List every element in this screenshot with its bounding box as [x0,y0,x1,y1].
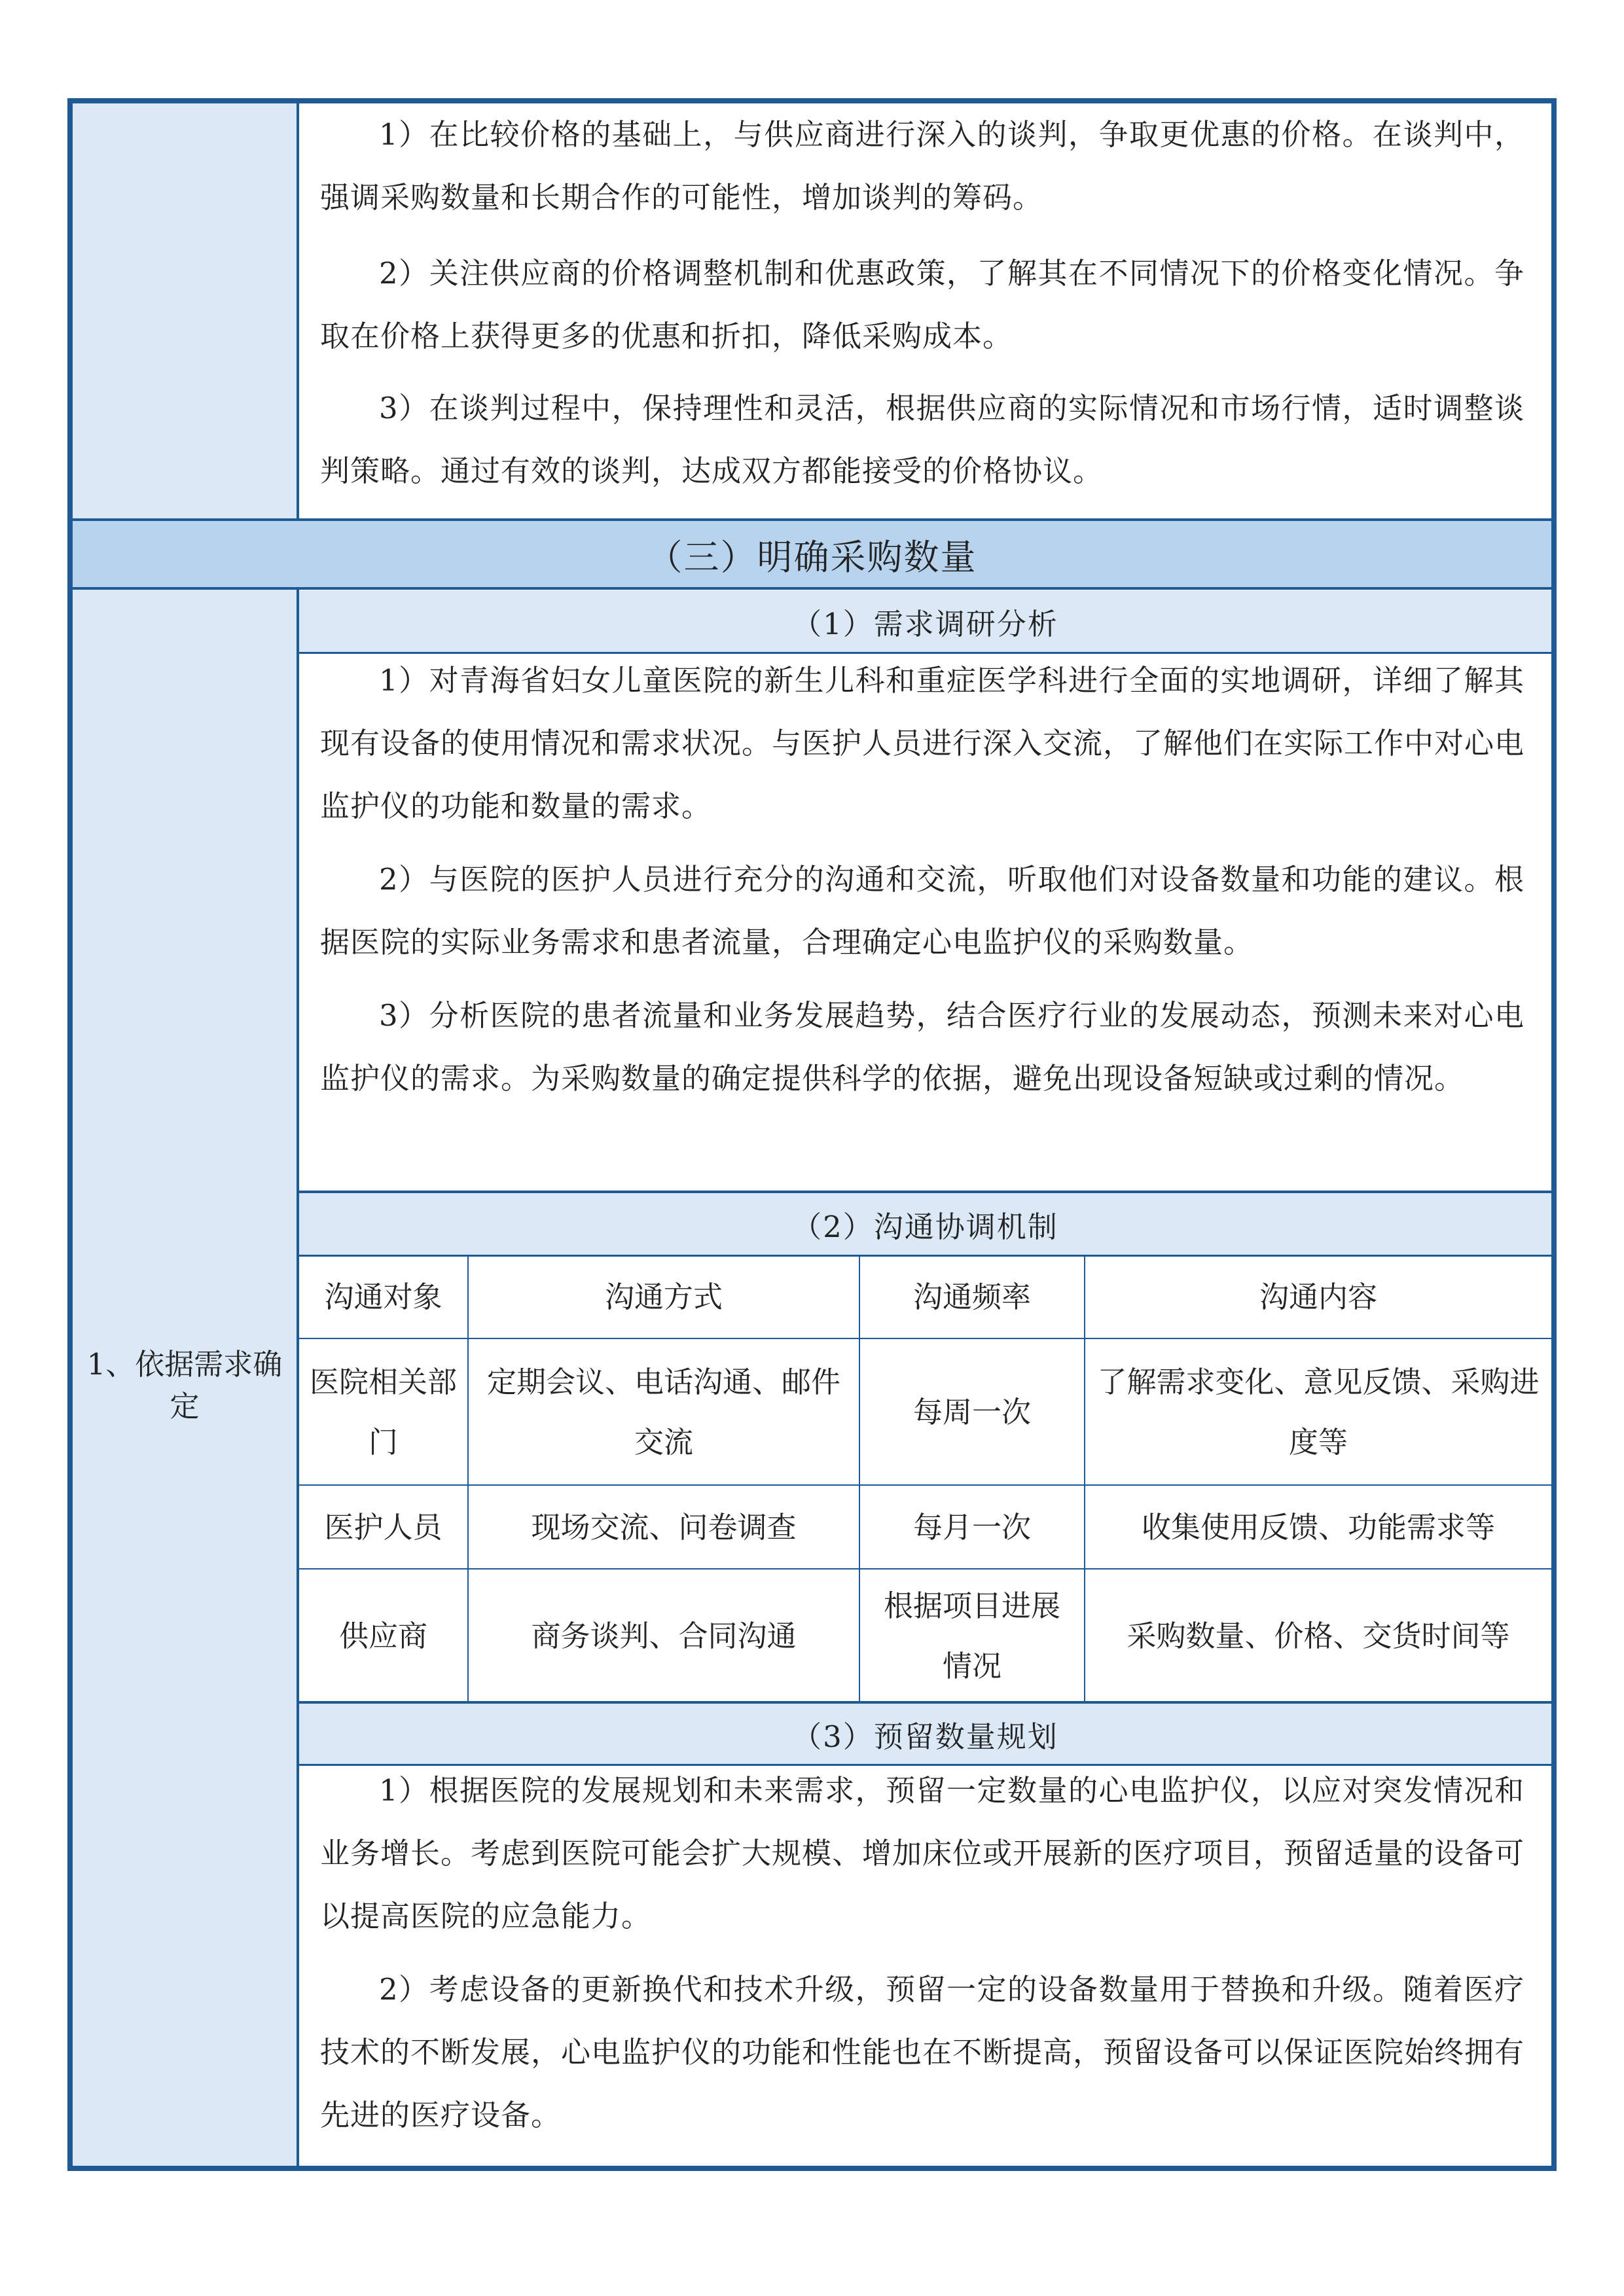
divider-sub3 [297,1764,1551,1766]
sub3-title: （3）预留数量规划 [792,1719,1058,1754]
table-cell-r1-method: 定期会议、电话沟通、邮件交流 [486,1365,840,1460]
table-cell-r1-frequency: 每周一次 [912,1395,1031,1429]
divider-table-col2 [859,1255,860,1701]
sub3-paragraph-2: 2）考虑设备的更新换代和技术升级，预留一定的设备数量用于替换和升级。随着医疗技术的不断发展，心电监护仪的功能和性能也在不断提高，预留设备可以保证医院始终拥有先进的医疗设备。 [320,1972,1525,2132]
table-cell-r3-content: 采购数量、价格、交货时间等 [1127,1618,1510,1653]
table-cell-r2-frequency: 每月一次 [912,1510,1031,1545]
divider-before-sub3 [297,1701,1551,1704]
table-cell-r1-content: 了解需求变化、意见反馈、采购进度等 [1097,1365,1540,1460]
section-title: （三）明确采购数量 [647,536,977,578]
sub3-paragraph-1: 1）根据医院的发展规划和未来需求，预留一定数量的心电监护仪，以应对突发情况和业务增长。考虑到医院可能会扩大规模、增加床位或开展新的医疗项目，预留适量的设备可以提高医院的应急能力。 [320,1773,1525,1933]
left-column-top [73,103,297,518]
divider-sub2 [297,1255,1551,1257]
divider-after-section [73,587,1551,590]
table-cell-r2-content: 收集使用反馈、功能需求等 [1141,1510,1495,1545]
divider-before-section [73,518,1551,521]
divider-left-column-lower [297,590,299,2166]
table-cell-r2-object: 医护人员 [324,1510,442,1545]
sub1-title: （1）需求调研分析 [792,606,1058,641]
sub1-paragraph-3: 3）分析医院的患者流量和业务发展趋势，结合医疗行业的发展动态，预测未来对心电监护仪的需求。为采购数量的确定提供科学的依据，避免出现设备短缺或过剩的情况。 [320,998,1525,1096]
document-table [67,98,1557,2171]
table-cell-r2-method: 现场交流、问卷调查 [531,1510,797,1545]
sub2-header [299,1193,1551,1255]
section-header [73,521,1551,588]
top-paragraph-2: 2）关注供应商的价格调整机制和优惠政策，了解其在不同情况下的价格变化情况。争取在价格上获得更多的优惠和折扣，降低采购成本。 [320,256,1525,353]
divider-sub1 [297,652,1551,654]
top-paragraph-3: 3）在谈判过程中，保持理性和灵活，根据供应商的实际情况和市场行情，适时调整谈判策略。通过有效的谈判，达成双方都能接受的价格协议。 [320,391,1525,488]
sub1-paragraph-2: 2）与医院的医护人员进行充分的沟通和交流，听取他们对设备数量和功能的建议。根据医院的实际业务需求和患者流量，合理确定心电监护仪的采购数量。 [320,862,1525,960]
table-cell-r3-frequency: 根据项目进展情况 [883,1588,1060,1683]
table-header-method: 沟通方式 [604,1280,723,1314]
table-cell-r1-object: 医院相关部门 [309,1365,457,1460]
table-cell-r3-method: 商务谈判、合同沟通 [531,1618,797,1653]
divider-left-column [297,103,299,518]
divider-table-col3 [1084,1255,1085,1701]
top-paragraph-1: 1）在比较价格的基础上，与供应商进行深入的谈判，争取更优惠的价格。在谈判中，强调采购数量和长期合作的可能性，增加谈判的筹码。 [320,117,1525,215]
sub1-paragraph-1: 1）对青海省妇女儿童医院的新生儿科和重症医学科进行全面的实地调研，详细了解其现有设备的使用情况和需求状况。与医护人员进行深入交流，了解他们在实际工作中对心电监护仪的功能和数量的需求。 [320,663,1525,823]
divider-table-row1 [297,1484,1551,1486]
divider-table-header [297,1338,1551,1339]
left-category-label [86,1344,283,1427]
sub2-title: （2）沟通协调机制 [792,1209,1058,1244]
divider-before-sub2 [297,1191,1551,1193]
sub3-header [299,1704,1551,1764]
divider-table-row2 [297,1568,1551,1570]
table-header-object: 沟通对象 [324,1280,442,1314]
divider-table-col1 [467,1255,469,1701]
table-header-frequency: 沟通频率 [912,1280,1031,1314]
table-header-content: 沟通内容 [1259,1280,1377,1314]
sub1-header [299,590,1551,652]
left-category-text: 1、依据需求确定 [86,1347,283,1424]
table-cell-r3-object: 供应商 [338,1618,427,1653]
